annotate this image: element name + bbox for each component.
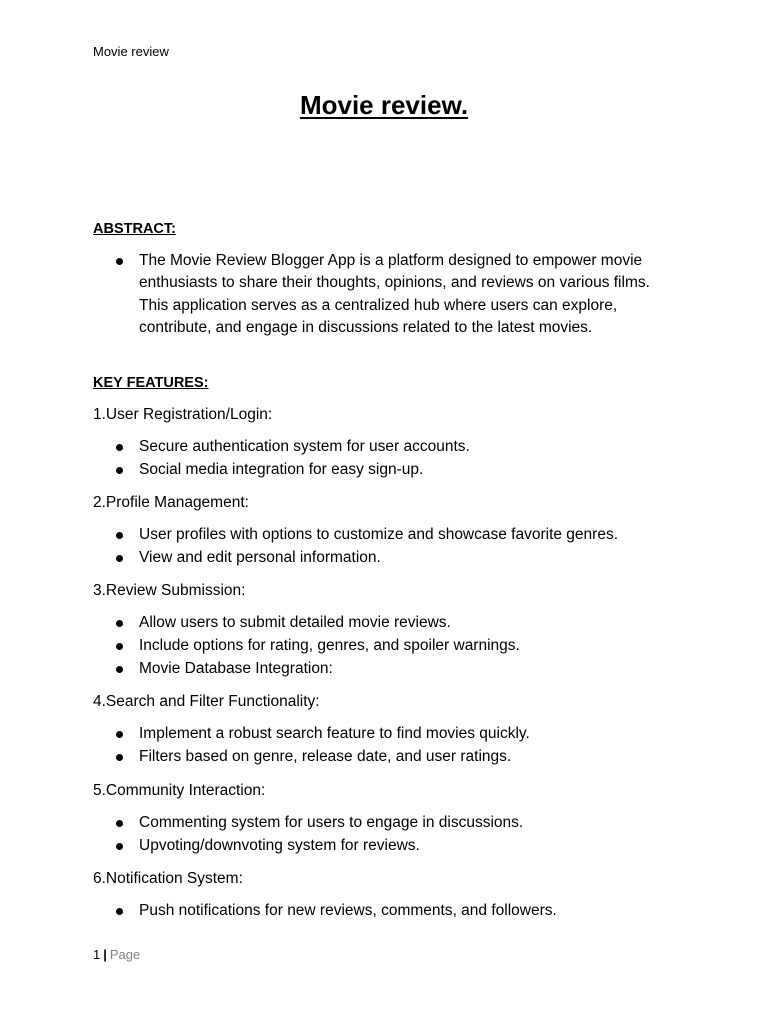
- feature-heading-3: 3.Review Submission:: [93, 582, 246, 599]
- bullet-icon: [116, 643, 123, 650]
- bullet-icon: [116, 258, 123, 265]
- feature-list-4: [93, 723, 683, 769]
- bullet-icon: [116, 532, 123, 539]
- list-item: [93, 900, 683, 923]
- list-item-text: Social media integration for easy sign-up.: [139, 461, 424, 479]
- feature-heading-6: 6.Notification System:: [93, 870, 243, 887]
- bullet-icon: [116, 620, 123, 627]
- feature-list-6: [93, 900, 683, 923]
- page-footer: [93, 947, 140, 963]
- feature-heading-5: 5.Community Interaction:: [93, 782, 266, 799]
- list-item: [93, 812, 683, 835]
- abstract-list: [93, 250, 673, 340]
- list-item-text: Secure authentication system for user accounts.: [139, 438, 470, 455]
- list-item: [93, 459, 683, 482]
- key-features-heading: KEY FEATURES:: [93, 375, 209, 391]
- feature-heading-4: 4.Search and Filter Functionality:: [93, 693, 320, 710]
- bullet-icon: [116, 754, 123, 761]
- bullet-icon: [116, 908, 123, 915]
- list-item: [93, 547, 683, 570]
- feature-heading-2: 2.Profile Management:: [93, 494, 249, 511]
- list-item: [93, 250, 673, 340]
- list-item: [93, 723, 683, 746]
- page-header: Movie review: [93, 44, 169, 59]
- page-number: 1: [93, 947, 101, 962]
- bullet-icon: [116, 555, 123, 562]
- feature-list-3: [93, 612, 683, 682]
- feature-list-5: [93, 812, 683, 858]
- list-item: [93, 524, 683, 547]
- bullet-icon: [116, 731, 123, 738]
- list-item: [93, 612, 683, 635]
- feature-list-2: [93, 524, 683, 570]
- abstract-text: The Movie Review Blogger App is a platform designed to empower movie enthusiasts to share their thoughts, opinions, and reviews on various films. This application serves as a centralized hub where users can explore, contribute, and engage in discussions related to the latest movies.: [139, 252, 650, 337]
- list-item-text: View and edit personal information.: [139, 549, 381, 567]
- list-item-text: Commenting system for users to engage in discussions.: [139, 814, 524, 831]
- bullet-icon: [116, 820, 123, 827]
- list-item-text: Filters based on genre, release date, and user ratings.: [139, 748, 512, 766]
- list-item: [93, 746, 683, 769]
- feature-heading-1: 1.User Registration/Login:: [93, 406, 273, 423]
- list-item-text: Movie Database Integration:: [139, 660, 333, 678]
- list-item-text: Allow users to submit detailed movie reviews.: [139, 614, 451, 631]
- list-item-text: Implement a robust search feature to find movies quickly.: [139, 725, 530, 742]
- list-item: [93, 658, 683, 681]
- abstract-heading: ABSTRACT:: [93, 221, 176, 237]
- list-item: [93, 835, 683, 858]
- bullet-icon: [116, 467, 123, 474]
- page-label: Page: [109, 947, 141, 962]
- bullet-icon: [116, 666, 123, 673]
- list-item: [93, 635, 683, 658]
- bullet-icon: [116, 444, 123, 451]
- list-item-text: Push notifications for new reviews, comments, and followers.: [139, 902, 557, 919]
- footer-separator: |: [103, 947, 107, 962]
- list-item-text: User profiles with options to customize and showcase favorite genres.: [139, 526, 619, 543]
- document-title: Movie review.: [299, 90, 469, 120]
- feature-list-1: [93, 436, 683, 482]
- list-item-text: Include options for rating, genres, and spoiler warnings.: [139, 637, 520, 655]
- bullet-icon: [116, 843, 123, 850]
- list-item-text: Upvoting/downvoting system for reviews.: [139, 837, 420, 855]
- list-item: [93, 436, 683, 459]
